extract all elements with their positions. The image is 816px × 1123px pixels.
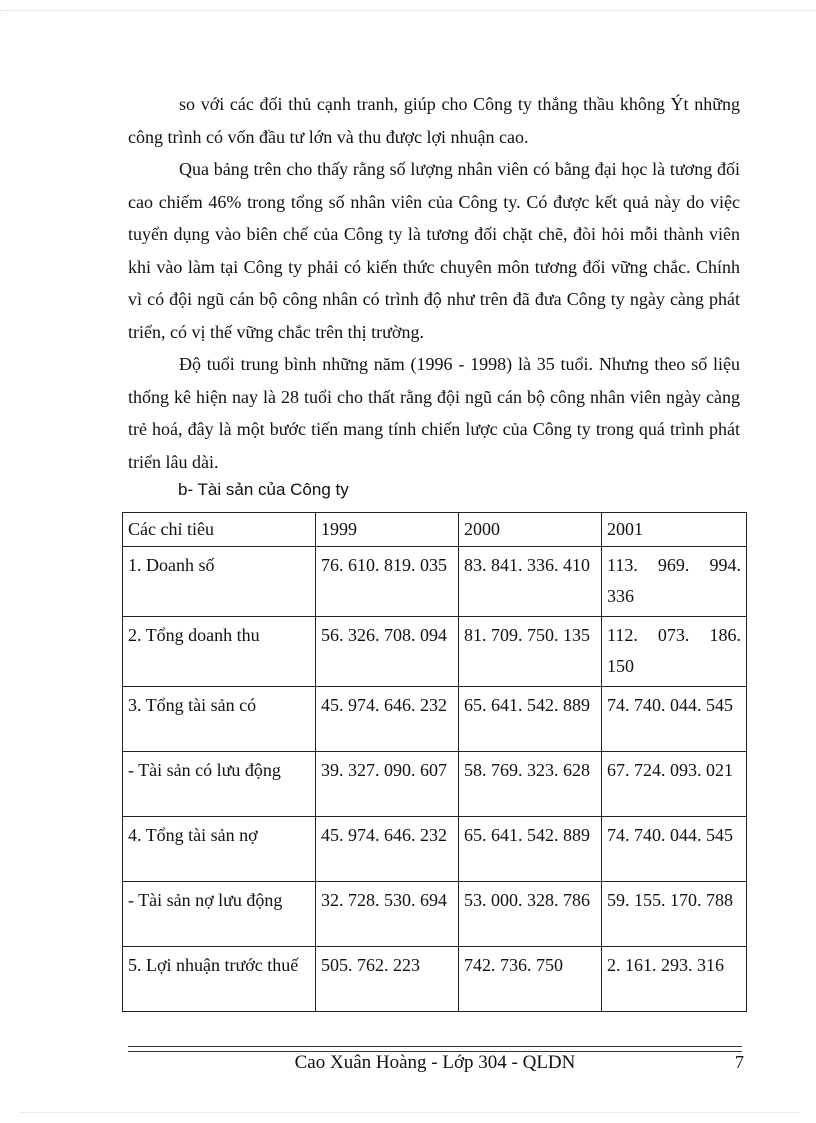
table-row: [123, 547, 747, 617]
row-label: - Tài sản có lưu động: [123, 752, 316, 817]
cell-1999: 45. 974. 646. 232: [316, 817, 459, 882]
table-caption: b- Tài sản của Công ty: [178, 480, 349, 499]
cell-2001: 112. 073. 186. 150: [602, 617, 747, 687]
table-row: [123, 687, 747, 752]
table-row: [123, 882, 747, 947]
header-indicators: Các chỉ tiêu: [123, 513, 316, 547]
page-number: 7: [735, 1052, 744, 1072]
cell-2001: 113. 969. 994. 336: [602, 547, 747, 617]
cell-2000: 81. 709. 750. 135: [459, 617, 602, 687]
table-row: [123, 817, 747, 882]
cell-1999: 56. 326. 708. 094: [316, 617, 459, 687]
table-header-row: [123, 513, 747, 547]
assets-table: [122, 512, 747, 1012]
cell-2000: 65. 641. 542. 889: [459, 687, 602, 752]
cell-2001: 67. 724. 093. 021: [602, 752, 747, 817]
cell-1999: 39. 327. 090. 607: [316, 752, 459, 817]
cell-2000: 58. 769. 323. 628: [459, 752, 602, 817]
cell-2001: 59. 155. 170. 788: [602, 882, 747, 947]
header-1999: 1999: [316, 513, 459, 547]
cell-2001: 2. 161. 293. 316: [602, 947, 747, 1012]
row-label: 2. Tổng doanh thu: [123, 617, 316, 687]
cell-2001: 74. 740. 044. 545: [602, 817, 747, 882]
paragraph-1: so với các đối thủ cạnh tranh, giúp cho Công ty thắng thầu không Ýt những công trình có vốn đầu tư lớn và thu được lợi nhuận cao.: [128, 94, 740, 147]
paragraph-3: Độ tuổi trung bình những năm (1996 - 1998) là 35 tuổi. Nhưng theo số liệu thống kê hiện nay là 28 tuổi cho thất rằng đội ngũ cán bộ công nhân viên ngày càng trẻ hoá, đây là một bước tiến mang tính chiến lược của Công ty trong quá trình phát triển lâu dài.: [128, 354, 740, 472]
header-2001: 2001: [602, 513, 747, 547]
page-bottom-edge: [20, 1112, 800, 1113]
cell-2001: 74. 740. 044. 545: [602, 687, 747, 752]
paragraph-2: Qua bảng trên cho thấy rằng số lượng nhân viên có bằng đại học là tương đối cao chiếm 46% trong tổng số nhân viên của Công ty. Có được kết quả này do việc tuyển dụng vào biên chế của Công ty là tương đối chặt chẽ, đòi hỏi mỗi thành viên khi vào làm tại Công ty phải có kiến thức chuyên môn tương đối vững chắc. Chính vì có đội ngũ cán bộ công nhân có trình độ như trên đã đưa Công ty ngày càng phát triển, có vị thế vững chắc trên thị trường.: [128, 159, 740, 342]
body-text: [128, 88, 740, 478]
cell-1999: 45. 974. 646. 232: [316, 687, 459, 752]
table-row: [123, 752, 747, 817]
page-top-edge: [0, 0, 816, 11]
cell-2000: 742. 736. 750: [459, 947, 602, 1012]
cell-1999: 505. 762. 223: [316, 947, 459, 1012]
table-row: [123, 617, 747, 687]
cell-1999: 32. 728. 530. 694: [316, 882, 459, 947]
footer-text: Cao Xuân Hoàng - Lớp 304 - QLDN: [294, 1052, 576, 1073]
cell-2000: 65. 641. 542. 889: [459, 817, 602, 882]
row-label: 4. Tổng tài sản nợ: [123, 817, 316, 882]
row-label: 3. Tổng tài sản có: [123, 687, 316, 752]
row-label: 1. Doanh số: [123, 547, 316, 617]
cell-2000: 83. 841. 336. 410: [459, 547, 602, 617]
header-2000: 2000: [459, 513, 602, 547]
row-label: - Tài sản nợ lưu động: [123, 882, 316, 947]
cell-1999: 76. 610. 819. 035: [316, 547, 459, 617]
row-label: 5. Lợi nhuận trước thuế: [123, 947, 316, 1012]
cell-2000: 53. 000. 328. 786: [459, 882, 602, 947]
table-row: [123, 947, 747, 1012]
